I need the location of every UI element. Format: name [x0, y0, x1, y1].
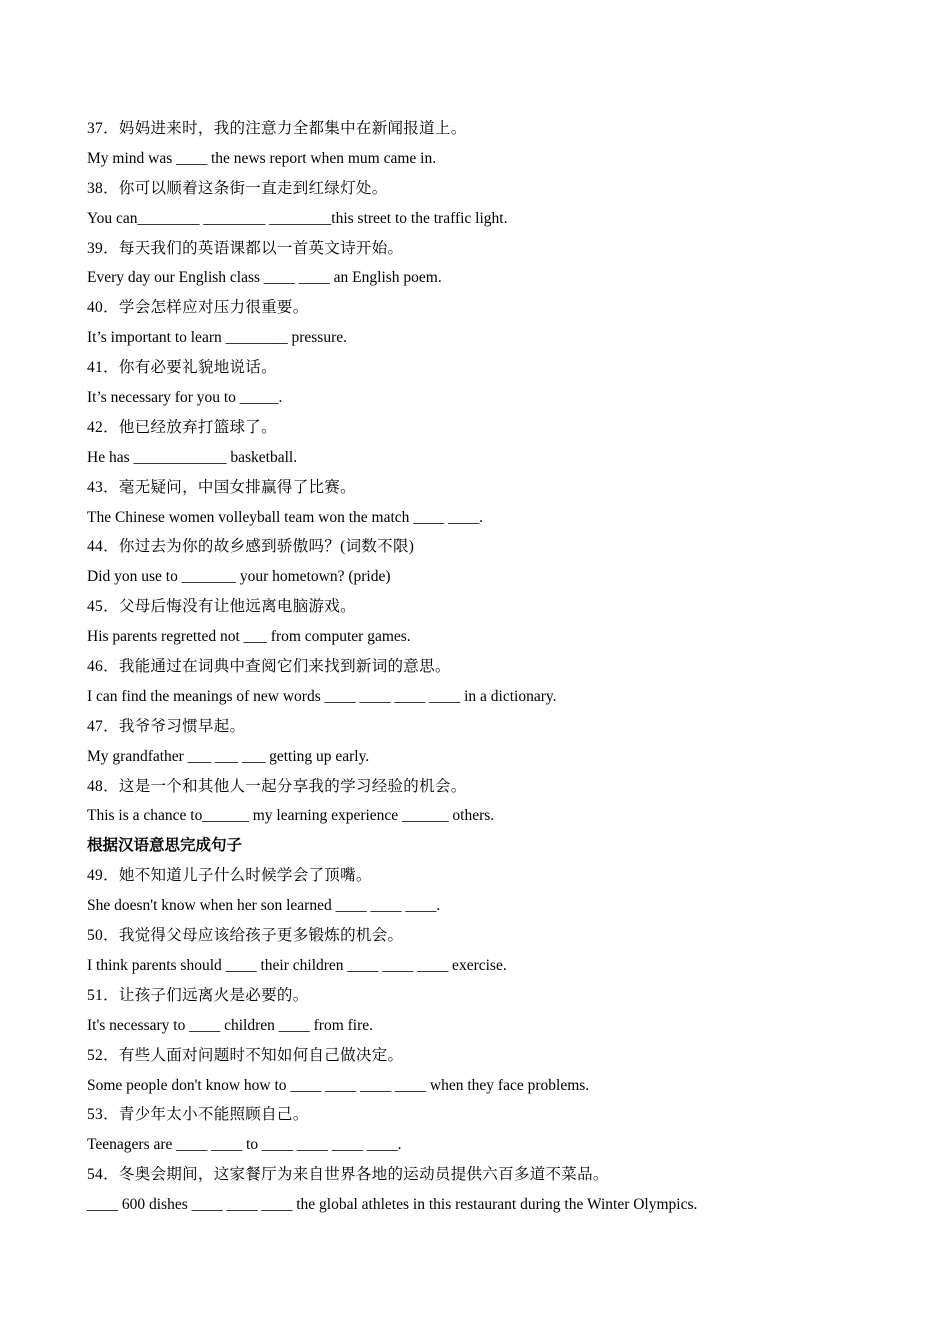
section-heading: 根据汉语意思完成句子 [87, 837, 243, 855]
question-chinese: 38．你可以顺着这条街一直走到红绿灯处。 [87, 179, 388, 197]
exercise-item-37 [87, 114, 887, 174]
exercise-item-43 [87, 473, 887, 533]
exercise-item-41 [87, 353, 887, 413]
question-chinese: 52．有些人面对问题时不知如何自己做决定。 [87, 1046, 404, 1064]
question-english: This is a chance to______ my learning experience ______ others. [87, 807, 495, 825]
exercise-item-49 [87, 861, 887, 921]
question-chinese: 46．我能通过在词典中查阅它们来找到新词的意思。 [87, 658, 451, 676]
question-english: Every day our English class ____ ____ an English poem. [87, 269, 442, 287]
question-english: It's necessary to ____ children ____ from fire. [87, 1016, 374, 1034]
exercise-item-38 [87, 174, 887, 234]
question-english: I think parents should ____ their children ____ ____ ____ exercise. [87, 956, 507, 974]
exercise-item-52 [87, 1041, 887, 1101]
question-english: My grandfather ___ ___ ___ getting up early. [87, 747, 370, 765]
question-chinese: 51．让孩子们远离火是必要的。 [87, 986, 309, 1004]
question-chinese: 49．她不知道儿子什么时候学会了顶嘴。 [87, 867, 372, 885]
question-english: Teenagers are ____ ____ to ____ ____ ____ ____. [87, 1136, 402, 1154]
question-chinese: 40．学会怎样应对压力很重要。 [87, 299, 309, 317]
question-chinese: 48．这是一个和其他人一起分享我的学习经验的机会。 [87, 777, 467, 795]
question-english: I can find the meanings of new words ____ ____ ____ ____ in a dictionary. [87, 687, 557, 705]
question-english: It’s important to learn ________ pressure. [87, 329, 348, 347]
question-english: She doesn't know when her son learned ____ ____ ____. [87, 897, 441, 915]
question-chinese: 43．毫无疑问，中国女排赢得了比赛。 [87, 478, 356, 496]
question-english: Did yon use to _______ your hometown? (pride) [87, 568, 391, 586]
question-english: The Chinese women volleyball team won the match ____ ____. [87, 508, 484, 526]
question-english: My mind was ____ the news report when mum came in. [87, 149, 437, 167]
exercise-item-54 [87, 1160, 887, 1220]
question-english: ____ 600 dishes ____ ____ ____ the global athletes in this restaurant during the Winter Olympics. [87, 1196, 698, 1214]
exercise-item-47 [87, 712, 887, 772]
exercise-item-48 [87, 772, 887, 832]
exercise-item-51 [87, 981, 887, 1041]
exercise-item-46 [87, 652, 887, 712]
question-chinese: 50．我觉得父母应该给孩子更多锻炼的机会。 [87, 927, 404, 945]
exercise-item-45 [87, 592, 887, 652]
exercise-item-53 [87, 1100, 887, 1160]
question-chinese: 45．父母后悔没有让他远离电脑游戏。 [87, 598, 356, 616]
question-english: His parents regretted not ___ from computer games. [87, 628, 411, 646]
exercise-item-42 [87, 413, 887, 473]
question-english: He has ____________ basketball. [87, 448, 298, 466]
exercise-item-50 [87, 921, 887, 981]
exercise-item-40 [87, 293, 887, 353]
question-chinese: 53．青少年太小不能照顾自己。 [87, 1106, 309, 1124]
question-chinese: 44．你过去为你的故乡感到骄傲吗？(词数不限) [87, 538, 415, 556]
exercise-item-39 [87, 234, 887, 294]
question-english: It’s necessary for you to _____. [87, 389, 283, 407]
question-chinese: 42．他已经放弃打篮球了。 [87, 418, 277, 436]
question-chinese: 41．你有必要礼貌地说话。 [87, 359, 277, 377]
document-page [87, 114, 887, 1220]
question-chinese: 37．妈妈进来时，我的注意力全都集中在新闻报道上。 [87, 120, 467, 137]
question-chinese: 39．每天我们的英语课都以一首英文诗开始。 [87, 239, 404, 257]
exercise-item-44 [87, 532, 887, 592]
question-chinese: 47．我爷爷习惯早起。 [87, 717, 246, 735]
question-english: You can________ ________ ________this street to the traffic light. [87, 209, 508, 227]
question-chinese: 54．冬奥会期间，这家餐厅为来自世界各地的运动员提供六百多道不菜品。 [87, 1166, 609, 1184]
question-english: Some people don't know how to ____ ____ ____ ____ when they face problems. [87, 1076, 590, 1094]
